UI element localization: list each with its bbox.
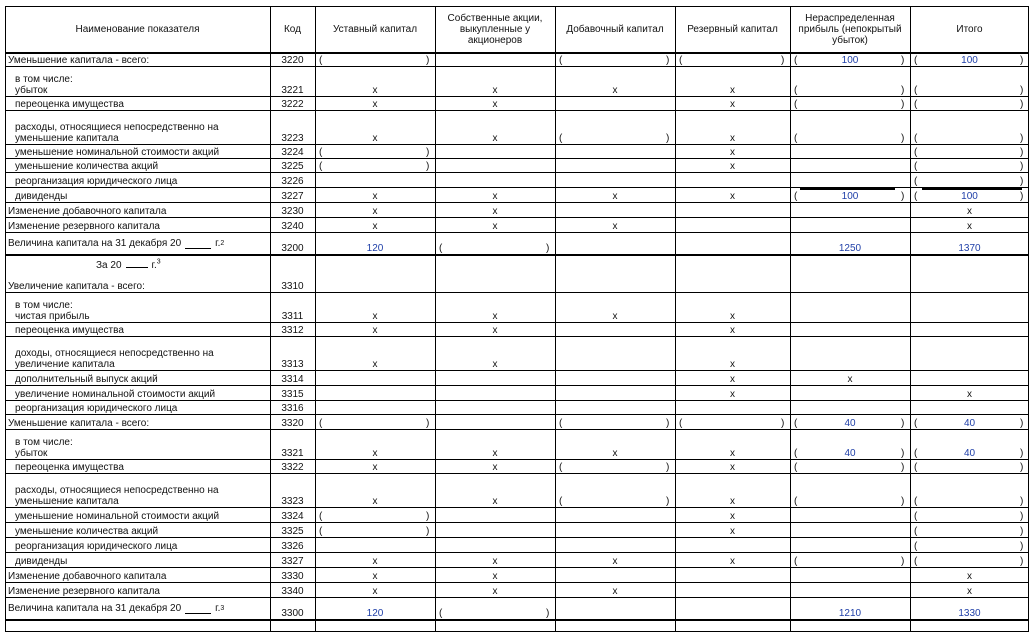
row-code: 3314 <box>281 374 304 385</box>
paren-close: ) <box>1020 85 1024 96</box>
x-mark: x <box>492 221 498 232</box>
row-label-text: Величина капитала на 31 декабря 20 <box>8 603 182 614</box>
x-mark: x <box>730 359 735 370</box>
header-name: Наименование показателя <box>75 24 200 35</box>
row-label-line1: в том числе: <box>15 437 73 448</box>
row-code: 3311 <box>281 311 304 322</box>
row-label: Величина капитала на 31 декабря 20 г. 2 <box>8 238 225 249</box>
x-mark: x <box>730 99 735 110</box>
x-mark: x <box>967 206 972 217</box>
header-c6: Итого <box>956 24 983 35</box>
row-label-text: реорганизация юридического лица <box>15 176 178 187</box>
x-mark: x <box>612 85 618 96</box>
row-label-text: Уменьшение капитала - всего: <box>8 418 150 429</box>
row-label <box>5 111 268 145</box>
row-code: 3230 <box>281 206 304 217</box>
paren-open: ( <box>914 541 918 552</box>
x-mark: x <box>730 526 735 537</box>
dividend-underline <box>922 188 1022 190</box>
row-label <box>5 401 268 415</box>
dividend-underline <box>800 188 895 190</box>
cell-value: 40 <box>844 448 856 459</box>
row-label-text: увеличение номинальной стоимости акций <box>15 389 216 400</box>
paren-close: ) <box>1020 418 1024 429</box>
x-mark: x <box>492 496 498 507</box>
paren-open: ( <box>794 496 798 507</box>
cell-value: 120 <box>366 242 384 254</box>
row-label-text: уменьшение количества акций <box>15 161 159 172</box>
paren-close: ) <box>666 496 670 507</box>
row-label-line1: в том числе: <box>15 300 73 311</box>
paren-close: ) <box>1020 511 1024 522</box>
row-code: 3313 <box>281 359 304 370</box>
paren-open: ( <box>914 496 918 507</box>
paren-open: ( <box>794 99 798 110</box>
x-mark: x <box>372 206 378 217</box>
x-mark: x <box>967 389 972 400</box>
paren-open: ( <box>914 147 918 158</box>
paren-close: ) <box>426 55 430 66</box>
row-code: 3326 <box>281 541 304 552</box>
paren-close: ) <box>1020 161 1024 172</box>
row-label-text: реорганизация юридического лица <box>15 541 178 552</box>
x-mark: x <box>847 374 853 385</box>
x-mark: x <box>730 191 735 202</box>
x-mark: x <box>612 556 618 567</box>
paren-open: ( <box>559 462 563 473</box>
header-bottom-border <box>5 52 1029 54</box>
x-mark: x <box>612 311 618 322</box>
paren-open: ( <box>679 418 683 429</box>
table-bottom-border <box>5 631 1029 632</box>
row-label-line2: уменьшение капитала <box>15 496 119 507</box>
section-heading <box>8 257 161 271</box>
paren-open: ( <box>439 243 443 254</box>
paren-close: ) <box>1020 176 1024 187</box>
row-label <box>5 371 268 386</box>
row-label-text: реорганизация юридического лица <box>15 403 178 414</box>
row-label-text: дивиденды <box>15 191 68 202</box>
header-c3: Добавочный капитал <box>566 24 664 35</box>
row-code: 3320 <box>281 418 304 429</box>
paren-open: ( <box>914 448 918 459</box>
row-code: 3323 <box>281 496 304 507</box>
x-mark: x <box>492 133 498 144</box>
row-code: 3200 <box>281 243 304 254</box>
x-mark: x <box>492 359 498 370</box>
paren-close: ) <box>666 55 670 66</box>
paren-open: ( <box>794 191 798 202</box>
row-code: 3312 <box>281 325 304 336</box>
cell-value: 1210 <box>838 607 862 619</box>
paren-open: ( <box>914 418 918 429</box>
paren-open: ( <box>319 511 323 522</box>
x-mark: x <box>492 311 498 322</box>
paren-open: ( <box>914 176 918 187</box>
row-code: 3330 <box>281 571 304 582</box>
row-label <box>5 415 268 430</box>
x-mark: x <box>967 221 972 232</box>
section-year-blank <box>126 257 148 268</box>
row-label <box>5 255 268 293</box>
paren-open: ( <box>319 161 323 172</box>
paren-open: ( <box>914 99 918 110</box>
row-label <box>5 145 268 159</box>
x-mark: x <box>492 571 498 582</box>
row-label-line2: увеличение капитала <box>15 359 115 370</box>
row-label <box>5 159 268 173</box>
paren-open: ( <box>559 55 563 66</box>
x-mark: x <box>492 556 498 567</box>
x-mark: x <box>372 85 378 96</box>
x-mark: x <box>372 221 378 232</box>
row-label <box>5 337 268 371</box>
x-mark: x <box>372 191 378 202</box>
paren-close: ) <box>1020 526 1024 537</box>
paren-close: ) <box>666 418 670 429</box>
row-code: 3315 <box>281 389 304 400</box>
header-c5: Нераспределенная прибыль (непокрытый убыток) <box>798 13 902 46</box>
row-code: 3340 <box>281 586 304 597</box>
row-label-text: уменьшение номинальной стоимости акций <box>15 511 220 522</box>
x-mark: x <box>372 311 378 322</box>
column-border <box>270 6 271 632</box>
section-footnote: 3 <box>156 258 161 266</box>
x-mark: x <box>730 448 735 459</box>
paren-open: ( <box>914 55 918 66</box>
x-mark: x <box>372 448 378 459</box>
paren-close: ) <box>546 243 550 254</box>
x-mark: x <box>372 571 378 582</box>
column-border <box>315 6 316 632</box>
column-border <box>5 6 6 632</box>
paren-close: ) <box>1020 133 1024 144</box>
paren-close: ) <box>426 147 430 158</box>
row-label <box>5 460 268 474</box>
paren-open: ( <box>439 608 443 619</box>
row-label-line1: доходы, относящиеся непосредственно на <box>15 348 214 359</box>
paren-close: ) <box>546 608 550 619</box>
x-mark: x <box>372 556 378 567</box>
column-border <box>790 6 791 632</box>
row-code: 3300 <box>281 608 304 619</box>
row-code: 3220 <box>281 55 304 66</box>
paren-open: ( <box>319 55 323 66</box>
x-mark: x <box>492 462 498 473</box>
row-label-text: Величина капитала на 31 декабря 20 <box>8 238 182 249</box>
paren-close: ) <box>901 85 905 96</box>
x-mark: x <box>730 85 735 96</box>
row-label-text: Изменение резервного капитала <box>8 221 160 232</box>
x-mark: x <box>492 99 498 110</box>
row-label <box>5 430 268 460</box>
year-blank <box>185 238 211 249</box>
paren-open: ( <box>914 161 918 172</box>
column-border <box>675 6 676 632</box>
paren-close: ) <box>1020 448 1024 459</box>
header-c2: Собственные акции, выкупленные у акционеров <box>447 13 543 46</box>
row-label-line2: уменьшение капитала <box>15 133 119 144</box>
row-label-line2: чистая прибыль <box>15 311 90 322</box>
row-label-text: переоценка имущества <box>15 462 124 473</box>
paren-close: ) <box>426 161 430 172</box>
cell-value: 120 <box>366 607 384 619</box>
table-top-border <box>5 6 1029 7</box>
row-code: 3224 <box>281 147 304 158</box>
column-border <box>555 6 556 632</box>
row-code: 3327 <box>281 556 304 567</box>
paren-close: ) <box>1020 147 1024 158</box>
row-label <box>5 323 268 337</box>
row-code: 3325 <box>281 526 304 537</box>
row-label-text: Изменение резервного капитала <box>8 586 160 597</box>
row-label <box>5 523 268 538</box>
paren-open: ( <box>794 418 798 429</box>
row-code: 3324 <box>281 511 304 522</box>
paren-close: ) <box>666 462 670 473</box>
paren-close: ) <box>426 418 430 429</box>
paren-open: ( <box>794 85 798 96</box>
paren-close: ) <box>901 448 905 459</box>
paren-close: ) <box>1020 496 1024 507</box>
x-mark: x <box>372 496 378 507</box>
row-label-text: переоценка имущества <box>15 325 124 336</box>
paren-close: ) <box>901 55 905 66</box>
paren-open: ( <box>794 55 798 66</box>
cell-value: 100 <box>961 191 978 202</box>
row-label <box>5 67 268 97</box>
x-mark: x <box>730 161 735 172</box>
paren-close: ) <box>901 496 905 507</box>
row-label <box>5 173 268 188</box>
x-mark: x <box>730 374 735 385</box>
x-mark: x <box>492 191 498 202</box>
x-mark: x <box>372 99 378 110</box>
paren-open: ( <box>794 133 798 144</box>
x-mark: x <box>612 221 618 232</box>
paren-open: ( <box>914 511 918 522</box>
paren-close: ) <box>901 99 905 110</box>
row-label <box>5 97 268 111</box>
row-label-text: Изменение добавочного капитала <box>8 206 167 217</box>
row-label-text: Уменьшение капитала - всего: <box>8 55 150 66</box>
row-code: 3322 <box>281 462 304 473</box>
row-label-line2: убыток <box>15 448 48 459</box>
x-mark: x <box>612 448 618 459</box>
header-code: Код <box>283 24 301 35</box>
header-c4: Резервный капитал <box>687 24 778 35</box>
paren-close: ) <box>901 556 905 567</box>
row-label <box>5 583 268 598</box>
paren-open: ( <box>319 147 323 158</box>
row-label <box>5 568 268 583</box>
paren-close: ) <box>901 462 905 473</box>
capital-changes-table <box>5 6 1029 632</box>
paren-open: ( <box>559 496 563 507</box>
row-border <box>5 619 1029 621</box>
x-mark: x <box>492 85 498 96</box>
cell-value: 1370 <box>958 242 981 254</box>
x-mark: x <box>372 586 378 597</box>
row-label-line1: в том числе: <box>15 74 73 85</box>
row-code: 3316 <box>281 403 304 414</box>
column-border <box>910 6 911 632</box>
paren-open: ( <box>679 55 683 66</box>
row-label <box>5 53 268 67</box>
year-suffix: г. <box>215 603 221 614</box>
row-label <box>5 203 268 218</box>
paren-open: ( <box>559 418 563 429</box>
x-mark: x <box>730 389 735 400</box>
row-label <box>5 508 268 523</box>
row-label-text: переоценка имущества <box>15 99 124 110</box>
paren-open: ( <box>914 191 918 202</box>
paren-open: ( <box>914 85 918 96</box>
row-label <box>5 474 268 508</box>
paren-close: ) <box>781 418 785 429</box>
x-mark: x <box>492 325 498 336</box>
x-mark: x <box>492 206 498 217</box>
paren-open: ( <box>794 448 798 459</box>
paren-close: ) <box>901 191 905 202</box>
row-label-line1: расходы, относящиеся непосредственно на <box>15 485 219 496</box>
row-code: 3221 <box>281 85 304 96</box>
x-mark: x <box>372 325 378 336</box>
section-label: За 20 <box>96 260 122 271</box>
x-mark: x <box>372 359 378 370</box>
row-label-text: дополнительный выпуск акций <box>15 374 158 385</box>
year-blank <box>185 603 211 614</box>
row-label <box>5 386 268 401</box>
row-code: 3227 <box>281 191 304 202</box>
x-mark: x <box>730 133 735 144</box>
paren-close: ) <box>666 133 670 144</box>
paren-close: ) <box>1020 462 1024 473</box>
cell-value: 100 <box>961 55 978 66</box>
row-code: 3222 <box>281 99 304 110</box>
row-code: 3223 <box>281 133 304 144</box>
column-border <box>1028 6 1029 632</box>
cell-value: 40 <box>963 418 976 429</box>
x-mark: x <box>730 496 735 507</box>
paren-open: ( <box>559 133 563 144</box>
row-label <box>5 553 268 568</box>
x-mark: x <box>372 462 378 473</box>
row-label: Величина капитала на 31 декабря 20 г. 3 <box>8 603 225 614</box>
section-suffix: г. <box>151 260 157 271</box>
x-mark: x <box>730 556 735 567</box>
paren-open: ( <box>794 462 798 473</box>
x-mark: x <box>730 511 735 522</box>
paren-close: ) <box>1020 99 1024 110</box>
paren-open: ( <box>914 462 918 473</box>
paren-open: ( <box>319 526 323 537</box>
cell-value: 1250 <box>838 242 862 254</box>
paren-close: ) <box>781 55 785 66</box>
row-label-line1: расходы, относящиеся непосредственно на <box>15 122 219 133</box>
row-code: 3321 <box>281 448 304 459</box>
column-border <box>435 6 436 632</box>
paren-close: ) <box>426 526 430 537</box>
row-code: 3310 <box>281 281 304 292</box>
cell-value: 100 <box>841 191 859 202</box>
x-mark: x <box>492 586 498 597</box>
row-label-text: дивиденды <box>15 556 68 567</box>
cell-value: 1330 <box>958 607 981 619</box>
year-suffix: г. <box>215 238 221 249</box>
row-label <box>5 538 268 553</box>
x-mark: x <box>372 133 378 144</box>
paren-close: ) <box>1020 55 1024 66</box>
row-label-line2: убыток <box>15 85 48 96</box>
paren-open: ( <box>914 556 918 567</box>
x-mark: x <box>967 586 972 597</box>
row-label <box>5 293 268 323</box>
row-label <box>5 188 268 203</box>
paren-close: ) <box>1020 541 1024 552</box>
x-mark: x <box>730 311 735 322</box>
cell-value: 100 <box>841 55 859 66</box>
x-mark: x <box>730 325 735 336</box>
row-label-text: уменьшение количества акций <box>15 526 159 537</box>
x-mark: x <box>492 448 498 459</box>
cell-value: 40 <box>844 418 856 429</box>
row-label-text: Увеличение капитала - всего: <box>8 281 145 292</box>
x-mark: x <box>612 586 618 597</box>
paren-open: ( <box>319 418 323 429</box>
x-mark: x <box>730 147 735 158</box>
x-mark: x <box>730 462 735 473</box>
row-label-text: Изменение добавочного капитала <box>8 571 167 582</box>
header-c1: Уставный капитал <box>332 24 418 35</box>
row-label-text: уменьшение номинальной стоимости акций <box>15 147 220 158</box>
cell-value: 40 <box>963 448 976 459</box>
row-label <box>5 218 268 233</box>
paren-open: ( <box>914 133 918 144</box>
paren-open: ( <box>914 526 918 537</box>
paren-close: ) <box>1020 191 1024 202</box>
x-mark: x <box>612 191 618 202</box>
paren-close: ) <box>1020 556 1024 567</box>
paren-close: ) <box>901 418 905 429</box>
row-code: 3225 <box>281 161 304 172</box>
row-code: 3240 <box>281 221 304 232</box>
row-code: 3226 <box>281 176 304 187</box>
x-mark: x <box>967 571 972 582</box>
paren-close: ) <box>426 511 430 522</box>
paren-open: ( <box>794 556 798 567</box>
paren-close: ) <box>901 133 905 144</box>
